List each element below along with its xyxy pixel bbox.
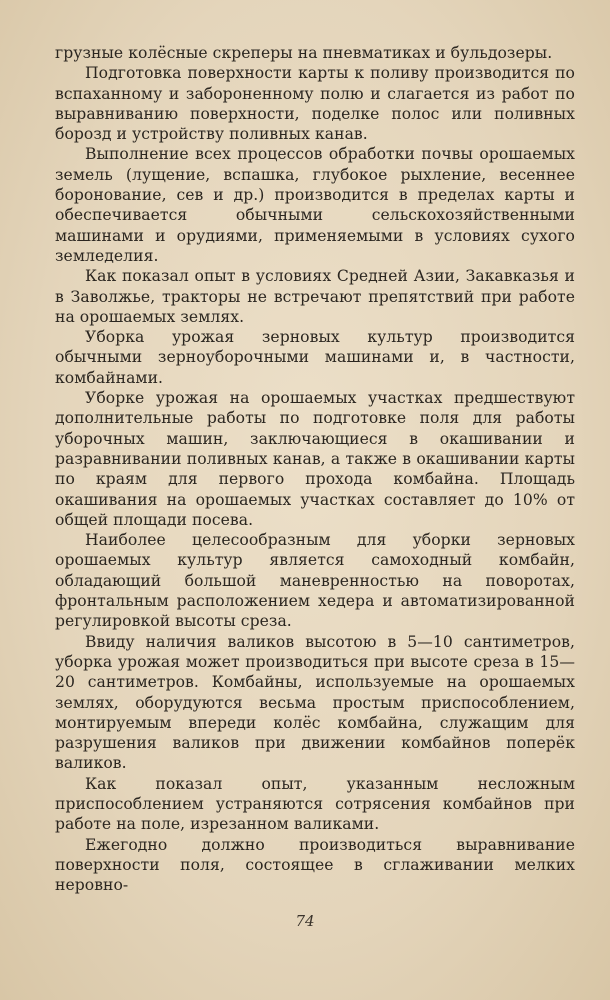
body-text	[55, 43, 575, 895]
paragraph: Ежегодно должно производиться выравнивание поверхности поля, состоящее в сглаживании мелких неровно-	[55, 835, 575, 895]
paragraph: Наиболее целесообразным для уборки зерновых орошаемых культур является самоходный комбайн, обладающий большой маневренностью на поворотах, фронтальным расположением хедера и автоматизированной регулировкой высоты среза.	[55, 531, 575, 631]
paragraph: Выполнение всех процессов обработки почвы орошаемых земель (лущение, вспашка, глубокое рыхление, весеннее боронование, сев и др.) производится в пределах карты и обеспечивается обычными сельскохозяйственными машинами и орудиями, применяемыми в условиях сухого земледелия.	[55, 145, 575, 265]
paragraph: грузные колёсные скреперы на пневматиках и бульдозеры.	[55, 44, 553, 62]
page-number: 74	[295, 912, 315, 930]
paragraph: Как показал опыт в условиях Средней Азии, Закавказья и в Заволжье, тракторы не встречают препятствий при работе на орошаемых землях.	[55, 267, 575, 326]
paragraph: Уборке урожая на орошаемых участках предшествуют дополнительные работы по подготовке поля для работы уборочных машин, заключающиеся в окашивании и разравнивании поливных канав, а также в окашивании карты по краям для первого прохода комбайна. Площадь окашивания на орошаемых участках составляет до 10% от общей площади посева.	[55, 389, 575, 529]
paragraph: Уборка урожая зерновых культур производится обычными зерноуборочными машинами и, в частности, комбайнами.	[55, 328, 575, 387]
paragraph: Ввиду наличия валиков высотою в 5—10 сантиметров, уборка урожая может производиться при высоте среза в 15—20 сантиметров. Комбайны, используемые на орошаемых землях, оборудуются весьма простым приспособлением, монтируемым впереди колёс комбайна, служащим для разрушения валиков при движении комбайнов поперёк валиков.	[55, 632, 575, 773]
paragraph: Как показал опыт, указанным несложным приспособлением устраняются сотрясения комбайнов при работе на поле, изрезанном валиками.	[55, 774, 575, 834]
paragraph: Подготовка поверхности карты к поливу производится по вспаханному и забороненному полю и слагается из работ по выравниванию поверхности, поделке полос или поливных борозд и устройству поливных канав.	[55, 64, 575, 144]
